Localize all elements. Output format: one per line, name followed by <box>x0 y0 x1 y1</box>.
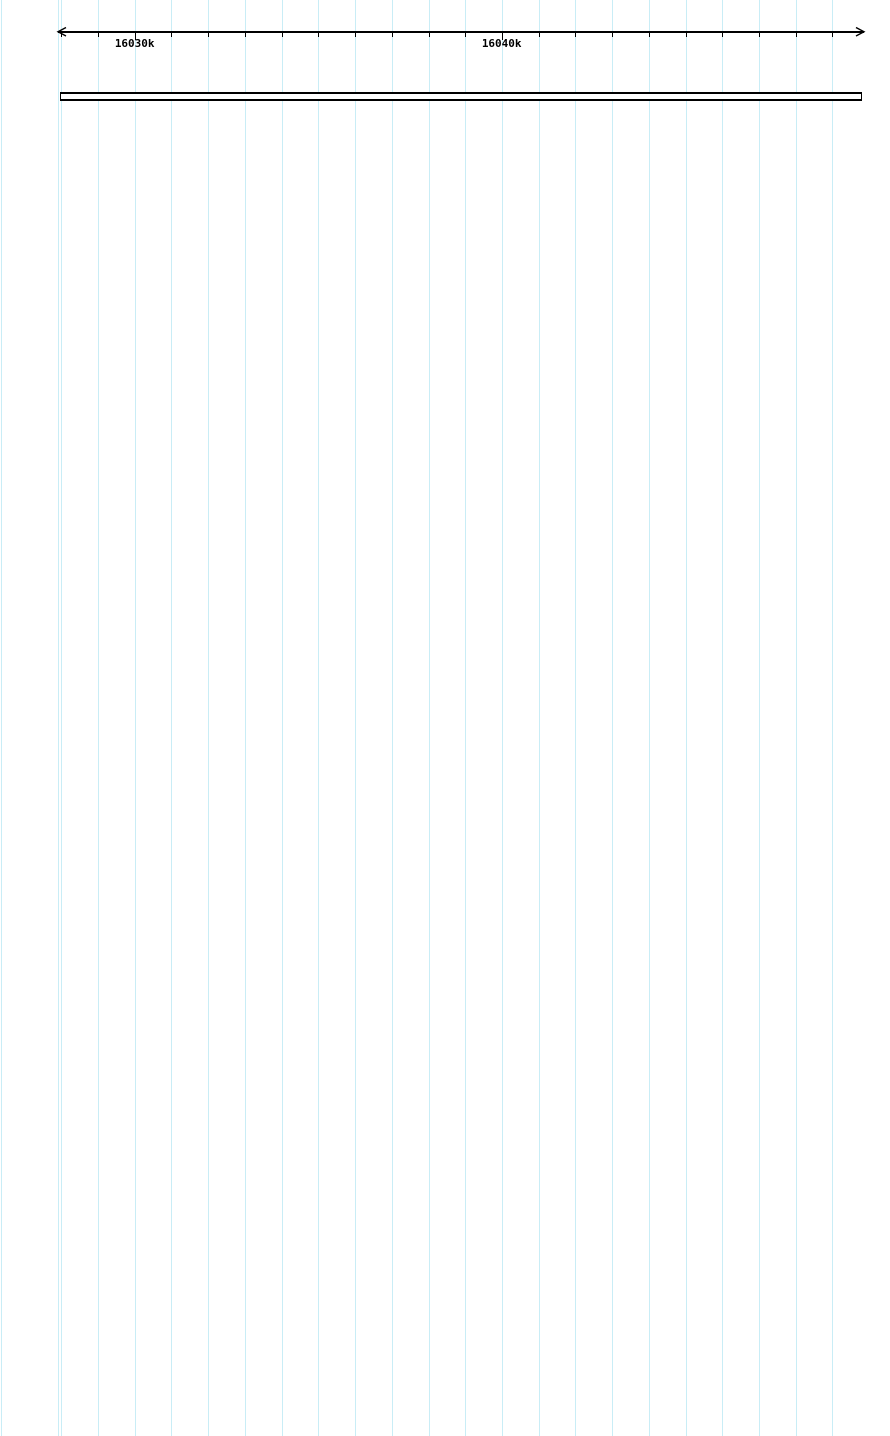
ruler-tick <box>61 33 62 37</box>
ruler-tick <box>722 33 723 37</box>
gridline <box>686 0 687 1436</box>
ruler-tick <box>759 33 760 37</box>
gridline <box>318 0 319 1436</box>
gridline <box>282 0 283 1436</box>
gridline <box>61 0 62 1436</box>
ruler-tick-label: 16030k <box>114 37 155 50</box>
ruler-tick <box>318 33 319 37</box>
gridline <box>135 0 136 1436</box>
gridline <box>171 0 172 1436</box>
gridline <box>575 0 576 1436</box>
ruler-tick <box>245 33 246 37</box>
gridline <box>502 0 503 1436</box>
gridline <box>58 0 59 1436</box>
gridline <box>392 0 393 1436</box>
gridline <box>722 0 723 1436</box>
ruler-tick <box>796 33 797 37</box>
gridline <box>612 0 613 1436</box>
ruler-tick <box>429 33 430 37</box>
gridline <box>98 0 99 1436</box>
gridline <box>429 0 430 1436</box>
ruler-tick <box>832 33 833 37</box>
ruler-tick <box>392 33 393 37</box>
gridline <box>465 0 466 1436</box>
cytoband-bar[interactable] <box>60 92 862 101</box>
gridline <box>649 0 650 1436</box>
ruler-tick <box>208 33 209 37</box>
gridline <box>759 0 760 1436</box>
ruler-tick <box>649 33 650 37</box>
ruler-tick <box>686 33 687 37</box>
ruler-tick <box>355 33 356 37</box>
ruler-tick <box>612 33 613 37</box>
ruler-tick <box>171 33 172 37</box>
gridline <box>832 0 833 1436</box>
gridline <box>355 0 356 1436</box>
gridline <box>208 0 209 1436</box>
gridline <box>245 0 246 1436</box>
ruler-tick <box>539 33 540 37</box>
ruler-tick <box>98 33 99 37</box>
gridline <box>1 0 2 1436</box>
ruler-tick <box>282 33 283 37</box>
ruler-tick <box>465 33 466 37</box>
ruler-tick <box>575 33 576 37</box>
gridline <box>539 0 540 1436</box>
ruler-tick-label: 16040k <box>481 37 522 50</box>
ruler-line <box>58 31 864 33</box>
gridline <box>796 0 797 1436</box>
